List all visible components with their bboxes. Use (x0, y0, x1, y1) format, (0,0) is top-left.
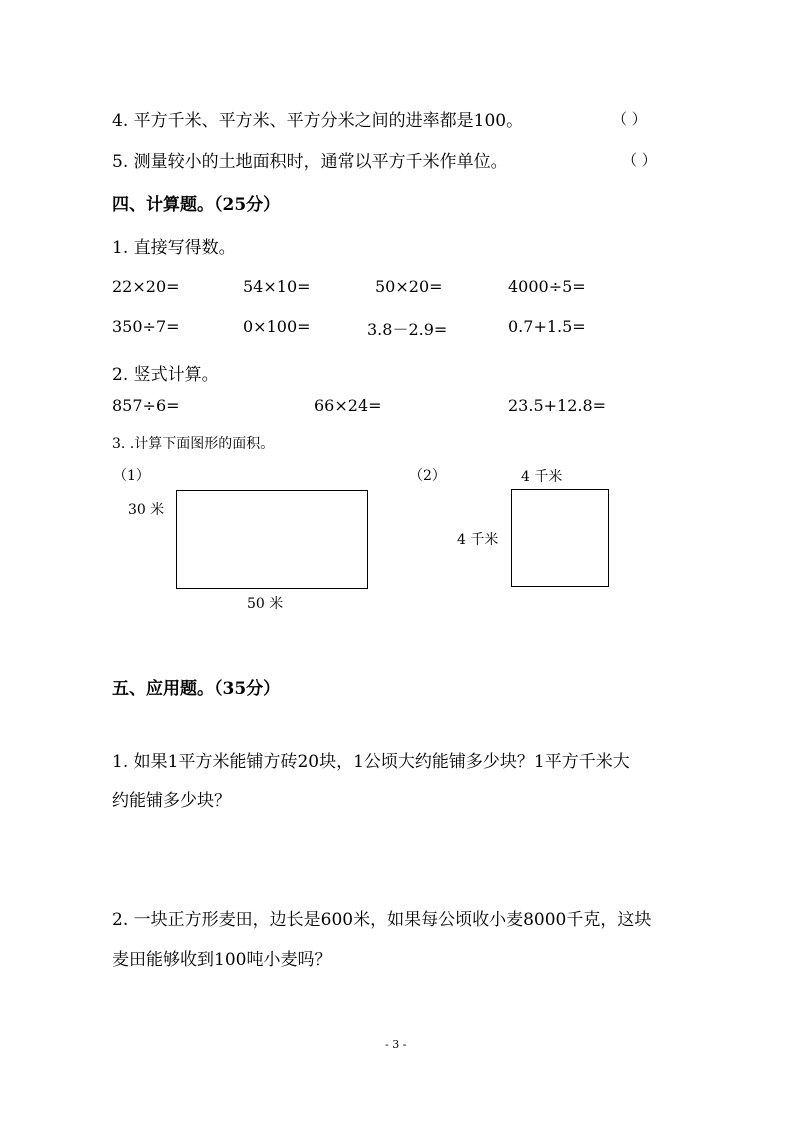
judgement-item-5 (112, 147, 508, 172)
oral-item: 50×20= (375, 277, 443, 296)
vertical-item: 66×24= (314, 396, 382, 415)
oral-item: 350÷7= (112, 317, 180, 336)
oral-item: 0.7+1.5= (508, 317, 586, 336)
problem2-line2: 麦田能够收到100吨小麦吗？ (112, 950, 332, 970)
answer-paren[interactable]: （ ） (612, 110, 647, 128)
problem1-line1: 1. 如果1平方米能铺方砖20块，1公顷大约能铺多少块？1平方千米大 (112, 752, 630, 772)
oral-item: 22×20= (112, 277, 180, 296)
figure2-label: （2） (409, 468, 446, 484)
figure1-label: （1） (113, 468, 150, 484)
figure2-side-label: 4 千米 (457, 532, 499, 548)
page-number: - 3 - (385, 1038, 407, 1051)
rectangle-figure (176, 490, 368, 589)
q1-title: 1. 直接写得数。 (112, 238, 236, 258)
vertical-item: 857÷6= (112, 396, 180, 415)
problem2-line1: 2. 一块正方形麦田，边长是600米，如果每公顷收小麦8000千克，这块 (112, 910, 652, 930)
q2-title: 2. 竖式计算。 (112, 365, 219, 385)
judgement-item-text: 5. 测量较小的土地面积时，通常以平方千米作单位。 (112, 152, 508, 172)
judgement-item-text: 4. 平方千米、平方米、平方分米之间的进率都是100。 (112, 111, 524, 131)
oral-item: 3.8－2.9= (367, 320, 448, 339)
section5-title: 五、应用题。（35分） (112, 679, 281, 699)
square-figure (511, 489, 609, 587)
figure1-height-label: 30 米 (128, 502, 165, 518)
oral-item: 54×10= (243, 277, 311, 296)
problem1-line2: 约能铺多少块？ (112, 791, 231, 811)
oral-item: 0×100= (243, 317, 311, 336)
judgement-item-4 (112, 106, 523, 131)
oral-item: 4000÷5= (508, 277, 586, 296)
vertical-item: 23.5+12.8= (508, 396, 607, 415)
section4-title: 四、计算题。（25分） (112, 195, 281, 215)
figure2-top-label: 4 千米 (521, 469, 563, 485)
q3-title: 3. .计算下面图形的面积。 (112, 436, 275, 452)
answer-paren[interactable]: （ ） (622, 151, 657, 169)
figure1-width-label: 50 米 (247, 596, 284, 612)
